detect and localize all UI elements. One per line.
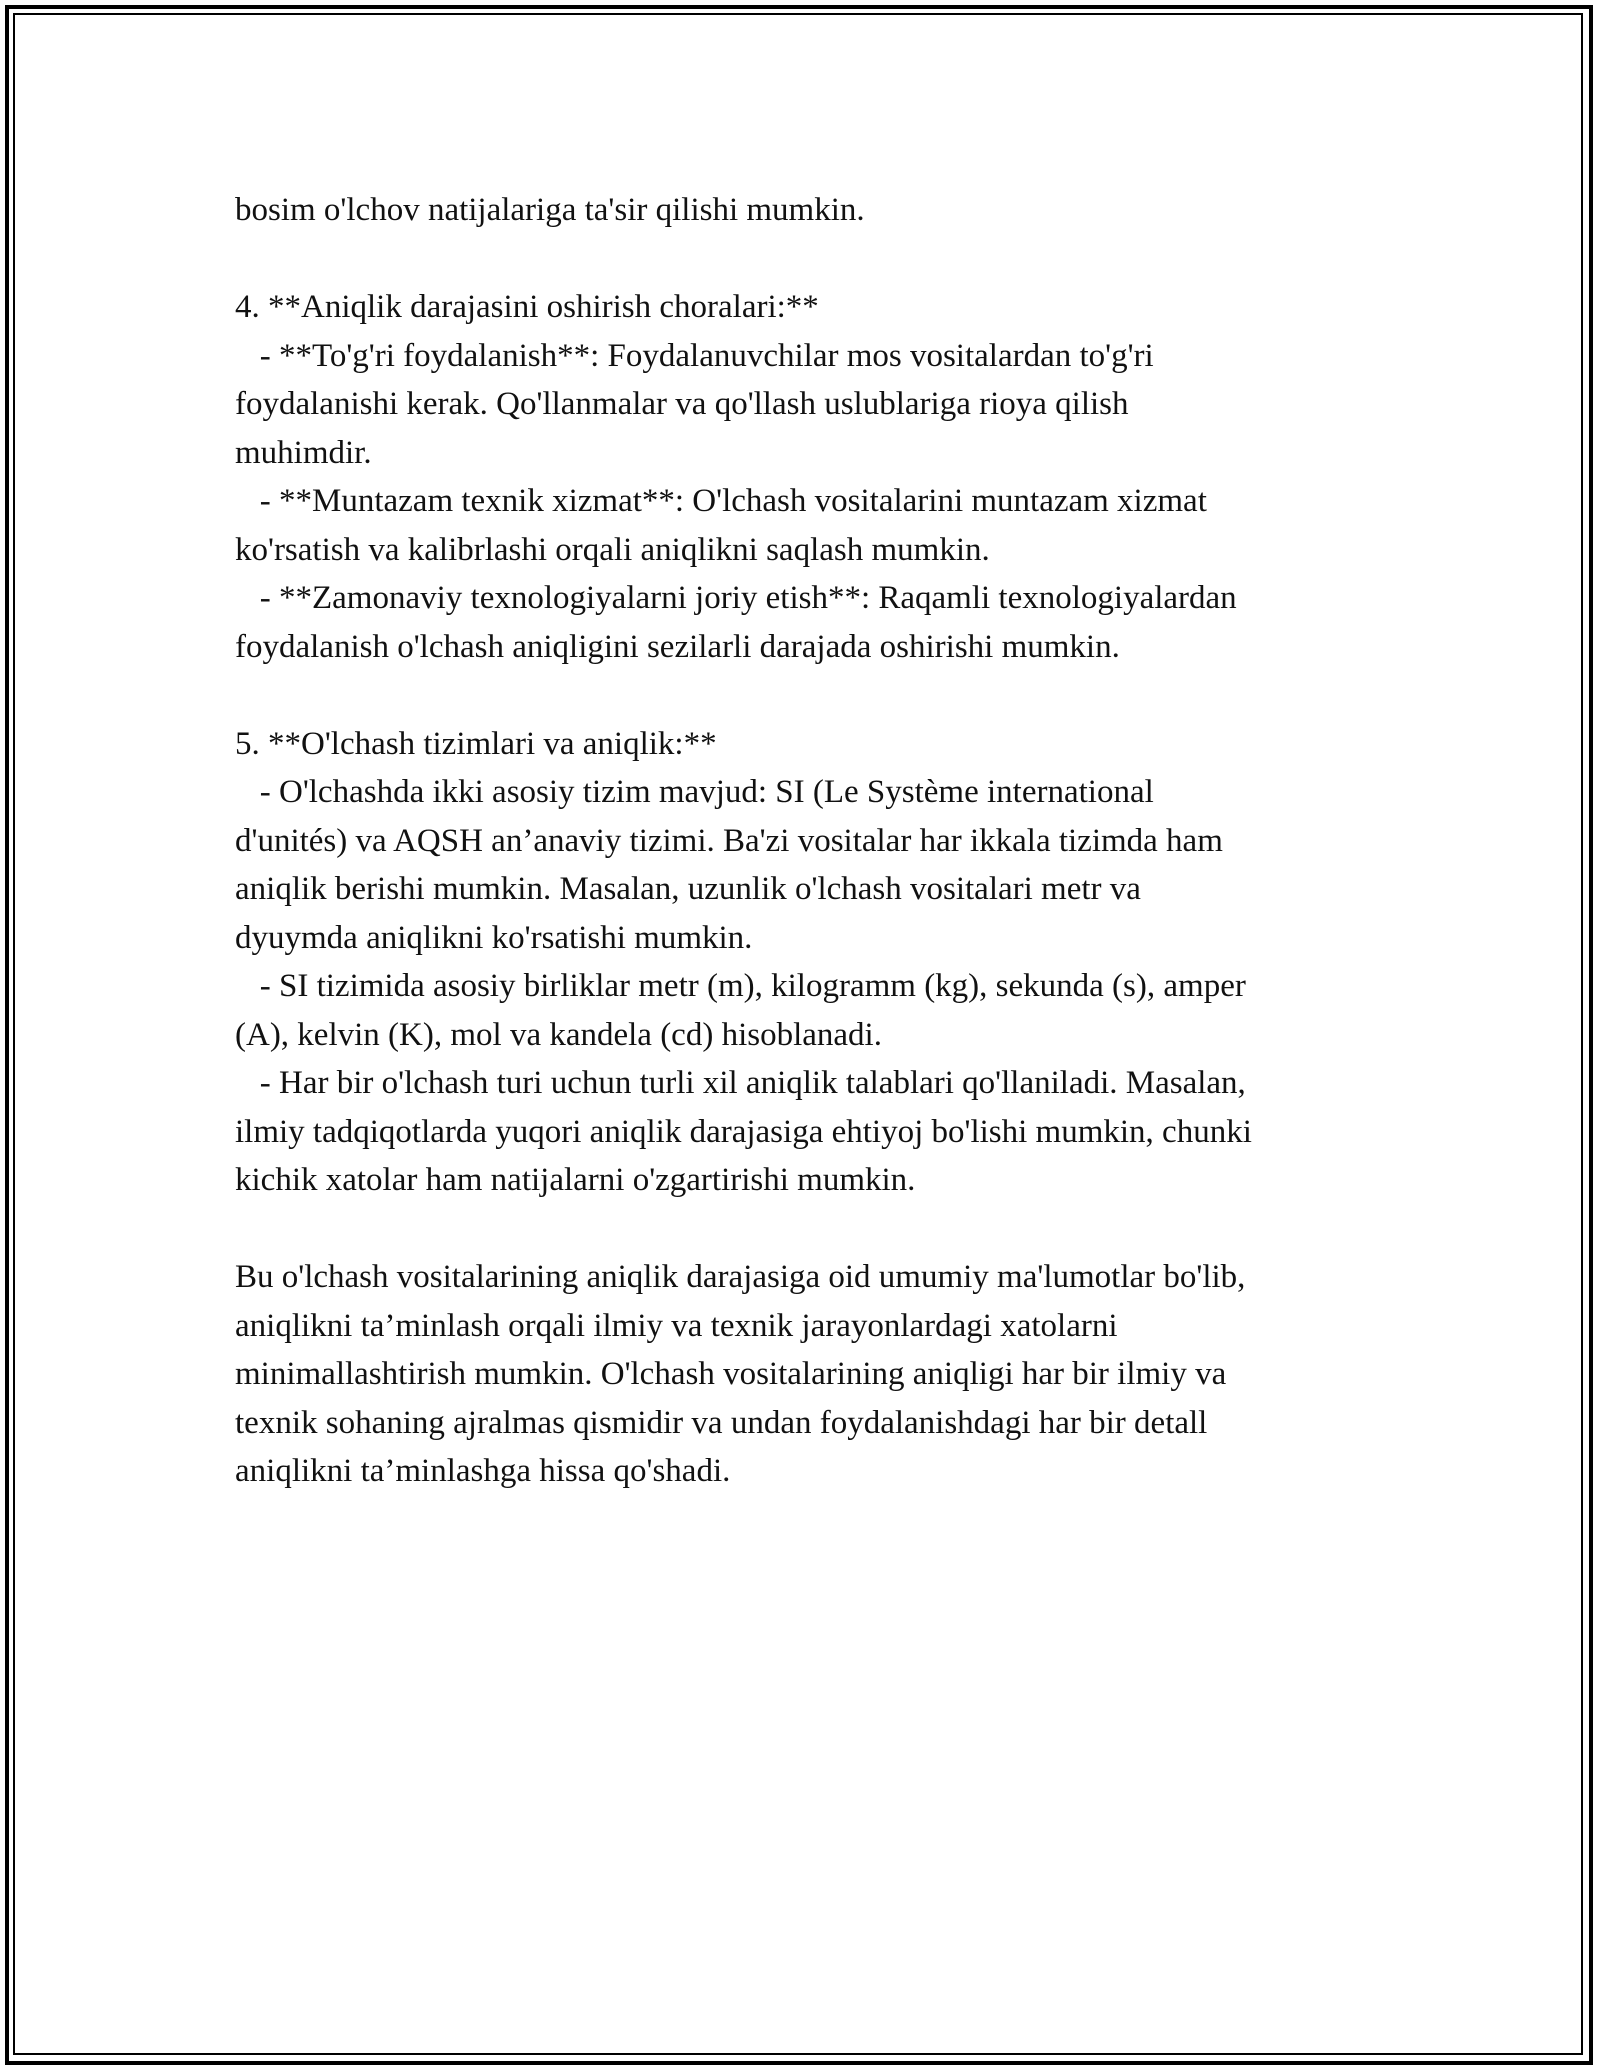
text-line: - O'lchashda ikki asosiy tizim mavjud: SI (Le Système international <box>235 774 1154 810</box>
text-line: kichik xatolar ham natijalarni o'zgartirishi mumkin. <box>235 1162 916 1198</box>
document-body <box>235 186 1385 1496</box>
text-line: aniqlikni ta’minlash orqali ilmiy va texnik jarayonlardagi xatolarni <box>235 1307 1118 1344</box>
section-heading: 4. **Aniqlik darajasini oshirish choralari:** <box>235 289 819 325</box>
paragraph-gap <box>235 671 1385 720</box>
text-line: muhimdir. <box>235 434 372 471</box>
text-line: (A), kelvin (K), mol va kandela (cd) hisoblanadi. <box>235 1016 882 1053</box>
section-5 <box>235 720 1385 1205</box>
text-line: d'unités) va AQSH an’anaviy tizimi. Ba'zi vositalar har ikkala tizimda ham <box>235 822 1223 859</box>
paragraph-gap <box>235 1205 1385 1254</box>
text-line: Bu o'lchash vositalarining aniqlik darajasiga oid umumiy ma'lumotlar bo'lib, <box>235 1259 1246 1295</box>
text-line: aniqlikni ta’minlashga hissa qo'shadi. <box>235 1453 731 1489</box>
text-line: bosim o'lchov natijalariga ta'sir qilishi mumkin. <box>235 192 865 228</box>
paragraph-gap <box>235 235 1385 284</box>
text-line: ko'rsatish va kalibrlashi orqali aniqlikni saqlash mumkin. <box>235 531 990 568</box>
text-line: - SI tizimida asosiy birliklar metr (m), kilogramm (kg), sekunda (s), amper <box>235 968 1246 1004</box>
section-4 <box>235 283 1385 671</box>
conclusion-paragraph <box>235 1253 1385 1496</box>
text-line: aniqlik berishi mumkin. Masalan, uzunlik o'lchash vositalari metr va <box>235 871 1141 907</box>
intro-paragraph <box>235 186 1385 235</box>
text-line: foydalanish o'lchash aniqligini sezilarli darajada oshirishi mumkin. <box>235 628 1120 665</box>
text-line: dyuymda aniqlikni ko'rsatishi mumkin. <box>235 919 753 956</box>
text-line: texnik sohaning ajralmas qismidir va undan foydalanishdagi har bir detall <box>235 1404 1208 1441</box>
text-line: - **To'g'ri foydalanish**: Foydalanuvchilar mos vositalardan to'g'ri <box>235 337 1154 374</box>
text-line: - Har bir o'lchash turi uchun turli xil aniqlik talablari qo'llaniladi. Masalan, <box>235 1065 1246 1101</box>
text-line: ilmiy tadqiqotlarda yuqori aniqlik darajasiga ehtiyoj bo'lishi mumkin, chunki <box>235 1113 1252 1150</box>
text-line: foydalanishi kerak. Qo'llanmalar va qo'llash uslublariga rioya qilish <box>235 386 1129 422</box>
text-line: minimallashtirish mumkin. O'lchash vositalarining aniqligi har bir ilmiy va <box>235 1356 1227 1392</box>
text-line: - **Zamonaviy texnologiyalarni joriy etish**: Raqamli texnologiyalardan <box>235 580 1237 616</box>
section-heading: 5. **O'lchash tizimlari va aniqlik:** <box>235 725 717 762</box>
text-line: - **Muntazam texnik xizmat**: O'lchash vositalarini muntazam xizmat <box>235 483 1207 519</box>
